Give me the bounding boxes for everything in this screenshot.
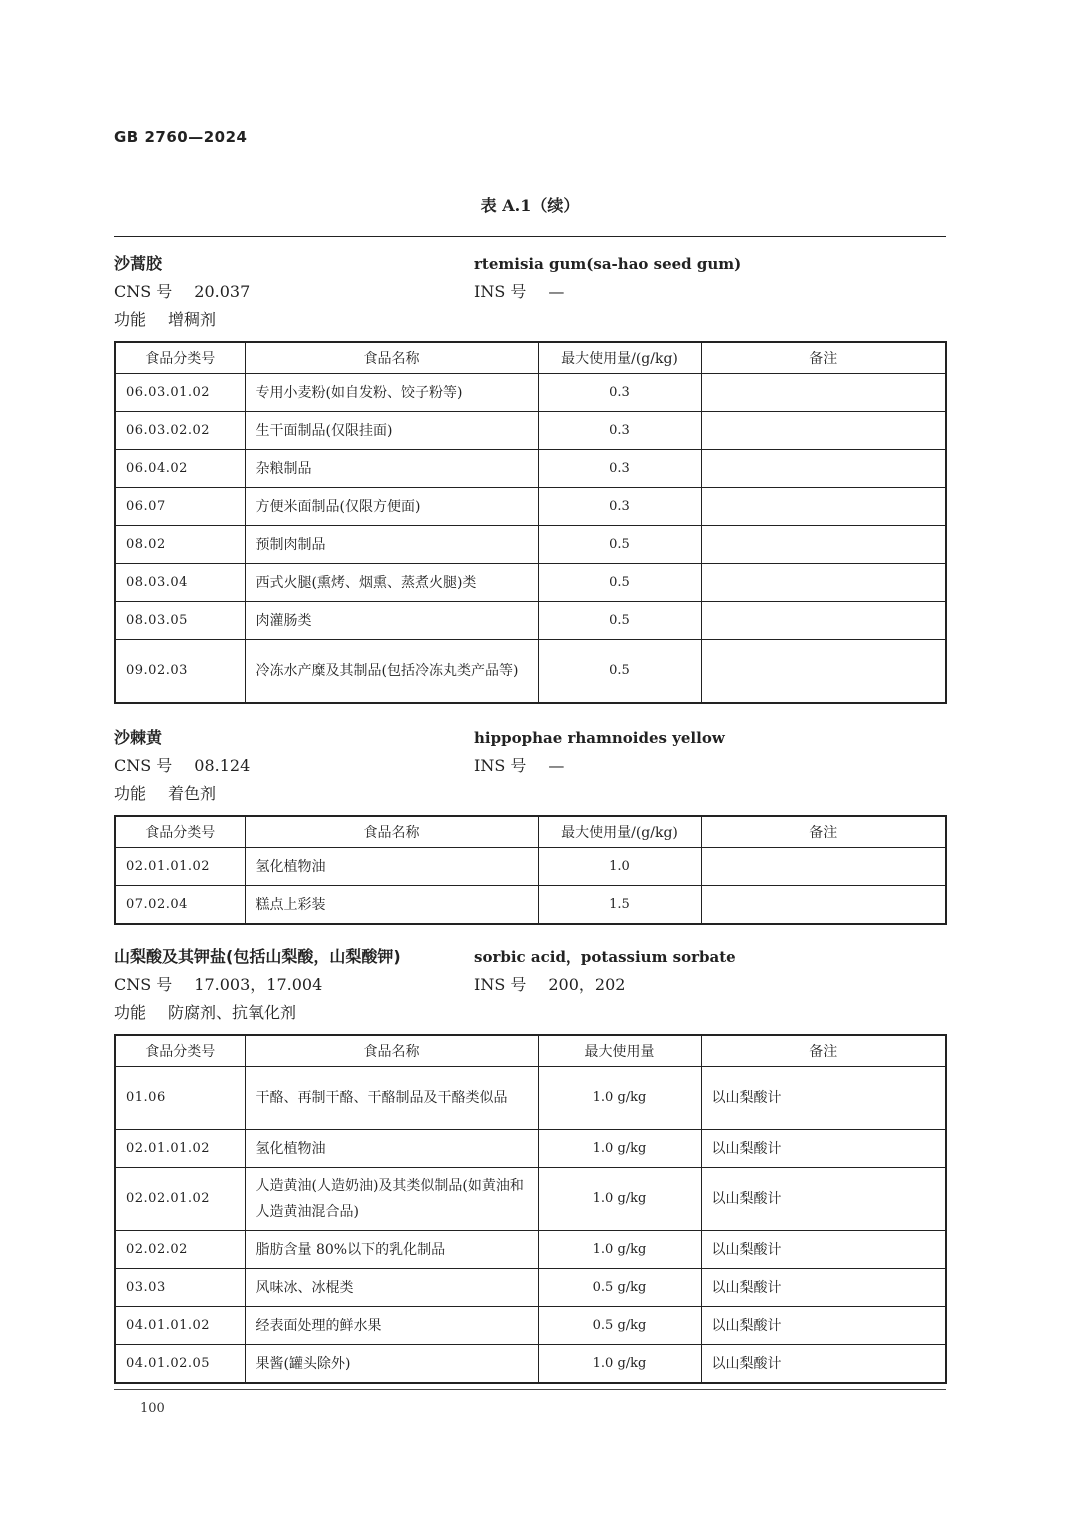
col-header-note: 备注 [701,816,946,848]
max-usage: 0.5 [538,640,701,704]
additive-entry-sorbic-acid [114,943,946,1384]
page-number: 100 [140,1401,165,1416]
table-row [115,564,946,602]
table-caption: 表 A.1（续） [480,196,580,215]
table-row [115,886,946,925]
max-usage: 0.5 g/kg [538,1307,701,1345]
function-value: 增稠剂 [168,310,217,329]
table-row [115,412,946,450]
function-value: 防腐剂、抗氧化剂 [168,1003,297,1022]
cns-label: CNS 号 [114,975,173,994]
food-code: 03.03 [115,1269,245,1307]
col-header-code: 食品分类号 [115,1035,245,1067]
table-row [115,1130,946,1168]
food-name: 杂粮制品 [245,450,538,488]
table-row [115,602,946,640]
food-code: 01.06 [115,1067,245,1130]
table-row [115,1269,946,1307]
food-name: 西式火腿(熏烤、烟熏、蒸煮火腿)类 [245,564,538,602]
food-code: 04.01.01.02 [115,1307,245,1345]
food-code: 02.02.01.02 [115,1168,245,1231]
function-label: 功能 [114,1003,147,1022]
usage-table [114,1034,947,1384]
max-usage: 0.5 [538,564,701,602]
cns-label: CNS 号 [114,282,173,301]
food-name: 经表面处理的鲜水果 [245,1307,538,1345]
note [701,886,946,925]
max-usage: 0.5 [538,526,701,564]
table-row [115,1345,946,1384]
note: 以山梨酸计 [701,1067,946,1130]
additive-entry-hippophae-yellow [114,724,946,925]
table-row [115,526,946,564]
max-usage: 0.3 [538,450,701,488]
additive-en-name: hippophae rhamnoides yellow [474,729,725,747]
food-name: 肉灌肠类 [245,602,538,640]
cns-label: CNS 号 [114,756,173,775]
col-header-code: 食品分类号 [115,816,245,848]
note [701,564,946,602]
food-name: 冷冻水产糜及其制品(包括冷冻丸类产品等) [245,640,538,704]
table-row [115,848,946,886]
note: 以山梨酸计 [701,1345,946,1384]
max-usage: 1.0 g/kg [538,1231,701,1269]
col-header-note: 备注 [701,342,946,374]
note [701,374,946,412]
table-row [115,374,946,412]
note: 以山梨酸计 [701,1269,946,1307]
col-header-name: 食品名称 [245,816,538,848]
note: 以山梨酸计 [701,1307,946,1345]
food-code: 06.04.02 [115,450,245,488]
table-row [115,1231,946,1269]
food-name: 风味冰、冰棍类 [245,1269,538,1307]
col-header-max: 最大使用量 [538,1035,701,1067]
top-rule [114,236,946,237]
ins-number: — [548,756,565,775]
food-name: 糕点上彩装 [245,886,538,925]
food-code: 09.02.03 [115,640,245,704]
food-name: 人造黄油(人造奶油)及其类似制品(如黄油和人造黄油混合品) [245,1168,538,1231]
food-name: 干酪、再制干酪、干酪制品及干酪类似品 [245,1067,538,1130]
food-code: 02.01.01.02 [115,848,245,886]
note [701,848,946,886]
food-code: 04.01.02.05 [115,1345,245,1384]
ins-number: — [548,282,565,301]
note: 以山梨酸计 [701,1168,946,1231]
col-header-max: 最大使用量/(g/kg) [538,342,701,374]
max-usage: 1.0 [538,848,701,886]
bottom-rule [114,1389,946,1390]
max-usage: 1.0 g/kg [538,1130,701,1168]
table-row [115,488,946,526]
col-header-max: 最大使用量/(g/kg) [538,816,701,848]
note [701,602,946,640]
max-usage: 0.3 [538,412,701,450]
table-row [115,450,946,488]
food-name: 氢化植物油 [245,848,538,886]
note [701,450,946,488]
ins-label: INS 号 [474,282,527,301]
function-value: 着色剂 [168,784,217,803]
function-label: 功能 [114,310,147,329]
note [701,640,946,704]
food-name: 预制肉制品 [245,526,538,564]
additive-cn-name: 山梨酸及其钾盐(包括山梨酸，山梨酸钾) [114,947,401,966]
usage-table [114,815,947,925]
max-usage: 1.0 g/kg [538,1067,701,1130]
food-code: 06.03.01.02 [115,374,245,412]
max-usage: 0.3 [538,374,701,412]
col-header-code: 食品分类号 [115,342,245,374]
food-code: 08.03.04 [115,564,245,602]
food-code: 07.02.04 [115,886,245,925]
table-row [115,640,946,704]
additive-en-name: sorbic acid，potassium sorbate [474,948,736,966]
max-usage: 0.5 g/kg [538,1269,701,1307]
cns-number: 08.124 [194,756,251,775]
note [701,526,946,564]
additive-cn-name: 沙棘黄 [114,728,163,747]
food-name: 专用小麦粉(如自发粉、饺子粉等) [245,374,538,412]
max-usage: 0.5 [538,602,701,640]
food-code: 06.07 [115,488,245,526]
note: 以山梨酸计 [701,1130,946,1168]
function-label: 功能 [114,784,147,803]
food-name: 方便米面制品(仅限方便面) [245,488,538,526]
note [701,412,946,450]
additive-cn-name: 沙蒿胶 [114,254,163,273]
max-usage: 1.5 [538,886,701,925]
food-name: 氢化植物油 [245,1130,538,1168]
col-header-name: 食品名称 [245,1035,538,1067]
additive-en-name: rtemisia gum(sa-hao seed gum) [474,255,742,273]
col-header-name: 食品名称 [245,342,538,374]
max-usage: 0.3 [538,488,701,526]
col-header-note: 备注 [701,1035,946,1067]
ins-label: INS 号 [474,756,527,775]
max-usage: 1.0 g/kg [538,1168,701,1231]
table-row [115,1067,946,1130]
food-code: 02.02.02 [115,1231,245,1269]
ins-label: INS 号 [474,975,527,994]
food-code: 08.03.05 [115,602,245,640]
food-code: 06.03.02.02 [115,412,245,450]
note [701,488,946,526]
additive-entry-artemisia-gum [114,250,946,704]
usage-table [114,341,947,704]
ins-number: 200，202 [548,975,626,994]
cns-number: 20.037 [194,282,251,301]
food-name: 果酱(罐头除外) [245,1345,538,1384]
table-row [115,1168,946,1231]
max-usage: 1.0 g/kg [538,1345,701,1384]
table-row [115,1307,946,1345]
cns-number: 17.003，17.004 [194,975,323,994]
note: 以山梨酸计 [701,1231,946,1269]
food-code: 08.02 [115,526,245,564]
food-name: 脂肪含量 80%以下的乳化制品 [245,1231,538,1269]
food-code: 02.01.01.02 [115,1130,245,1168]
food-name: 生干面制品(仅限挂面) [245,412,538,450]
standard-number: GB 2760—2024 [114,128,248,146]
